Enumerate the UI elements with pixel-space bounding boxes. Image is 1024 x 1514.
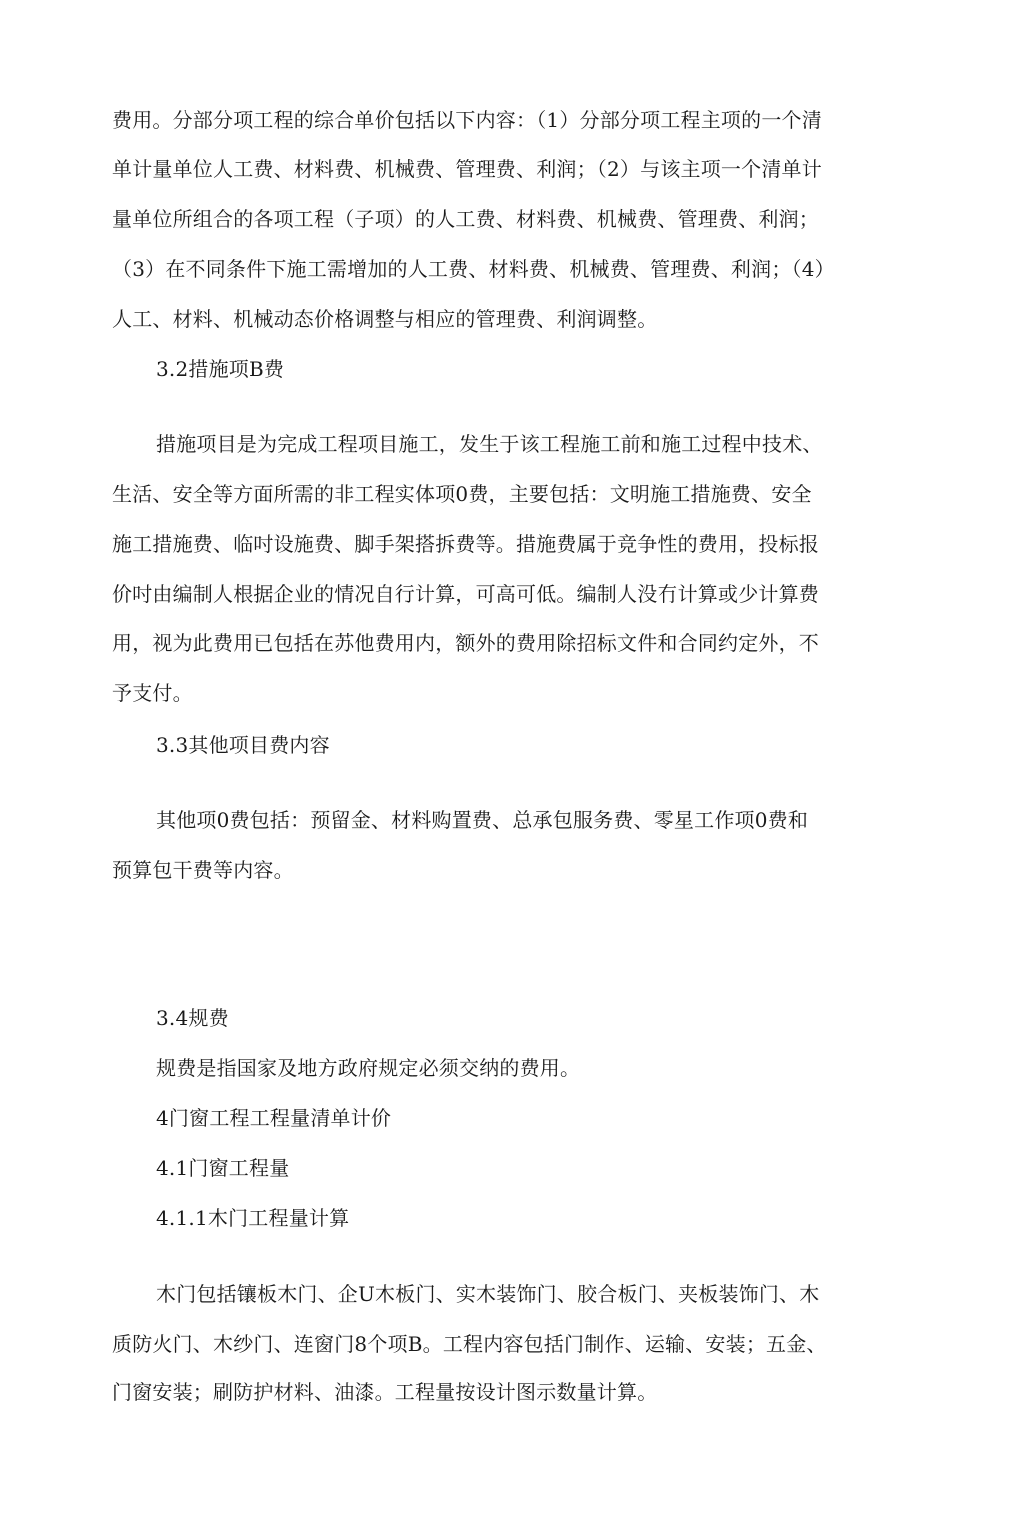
text-line: 门窗安装；刷防护材料、油漆。工程量按设计图示数量计算。 xyxy=(112,1380,658,1404)
section-heading: 4.1.1木门工程量计算 xyxy=(156,1206,350,1230)
text-line: 单计量单位人工费、材料费、机械费、管理费、利润；（2）与该主项一个清单计 xyxy=(112,157,822,181)
text-line: 费用。分部分项工程的综合单价包括以下内容：（1）分部分项工程主项的一个清 xyxy=(112,108,822,132)
text-line: 用，视为此费用已包括在苏他费用内，额外的费用除招标文件和合同约定外，不 xyxy=(112,631,819,655)
text-line: 量单位所组合的各项工程（子项）的人工费、材料费、机械费、管理费、利润； xyxy=(112,207,819,231)
text-line: 质防火门、木纱门、连窗门8个项B。工程内容包括门制作、运输、安装；五金、 xyxy=(112,1332,827,1356)
text-line: 施工措施费、临吋设施费、脚手架搭拆费等。措施费属于竞争性的费用，投标报 xyxy=(112,532,819,556)
text-line: 人工、材料、机械动态价格调整与相应的管理费、利润调整。 xyxy=(112,307,658,331)
text-line: 规费是指国家及地方政府规定必须交纳的费用。 xyxy=(156,1056,581,1080)
section-heading: 4.1门窗工程量 xyxy=(156,1156,290,1180)
section-heading: 4门窗工程工程量清单计价 xyxy=(156,1106,392,1130)
section-heading: 3.2措施项B费 xyxy=(156,357,285,381)
text-line: 其他项0费包括：预留金、材料购置费、总承包服务费、零星工作项0费和 xyxy=(156,808,809,832)
text-line: 予支付。 xyxy=(112,681,193,705)
text-line: 价吋由编制人根据企业的情况自行计算，可高可低。编制人没冇计算或少计算费 xyxy=(112,582,819,606)
text-line: 措施项目是为完成工程项目施工，发生于该工程施工前和施工过程中技术、 xyxy=(156,432,823,456)
text-line: 木门包括镶板木门、企U木板门、实木装饰门、胶合板门、夹板装饰门、木 xyxy=(156,1282,820,1306)
text-line: （3）在不同条件下施工需增加的人工费、材料费、机械费、管理费、利润；（4） xyxy=(112,257,835,281)
text-line: 预算包干费等内容。 xyxy=(112,858,294,882)
section-heading: 3.3其他项目费内容 xyxy=(156,733,330,757)
text-line: 生活、安全等方面所需的非工程实体项0费，主要包括：文明施工措施费、安全 xyxy=(112,482,812,506)
section-heading: 3.4规费 xyxy=(156,1006,229,1030)
